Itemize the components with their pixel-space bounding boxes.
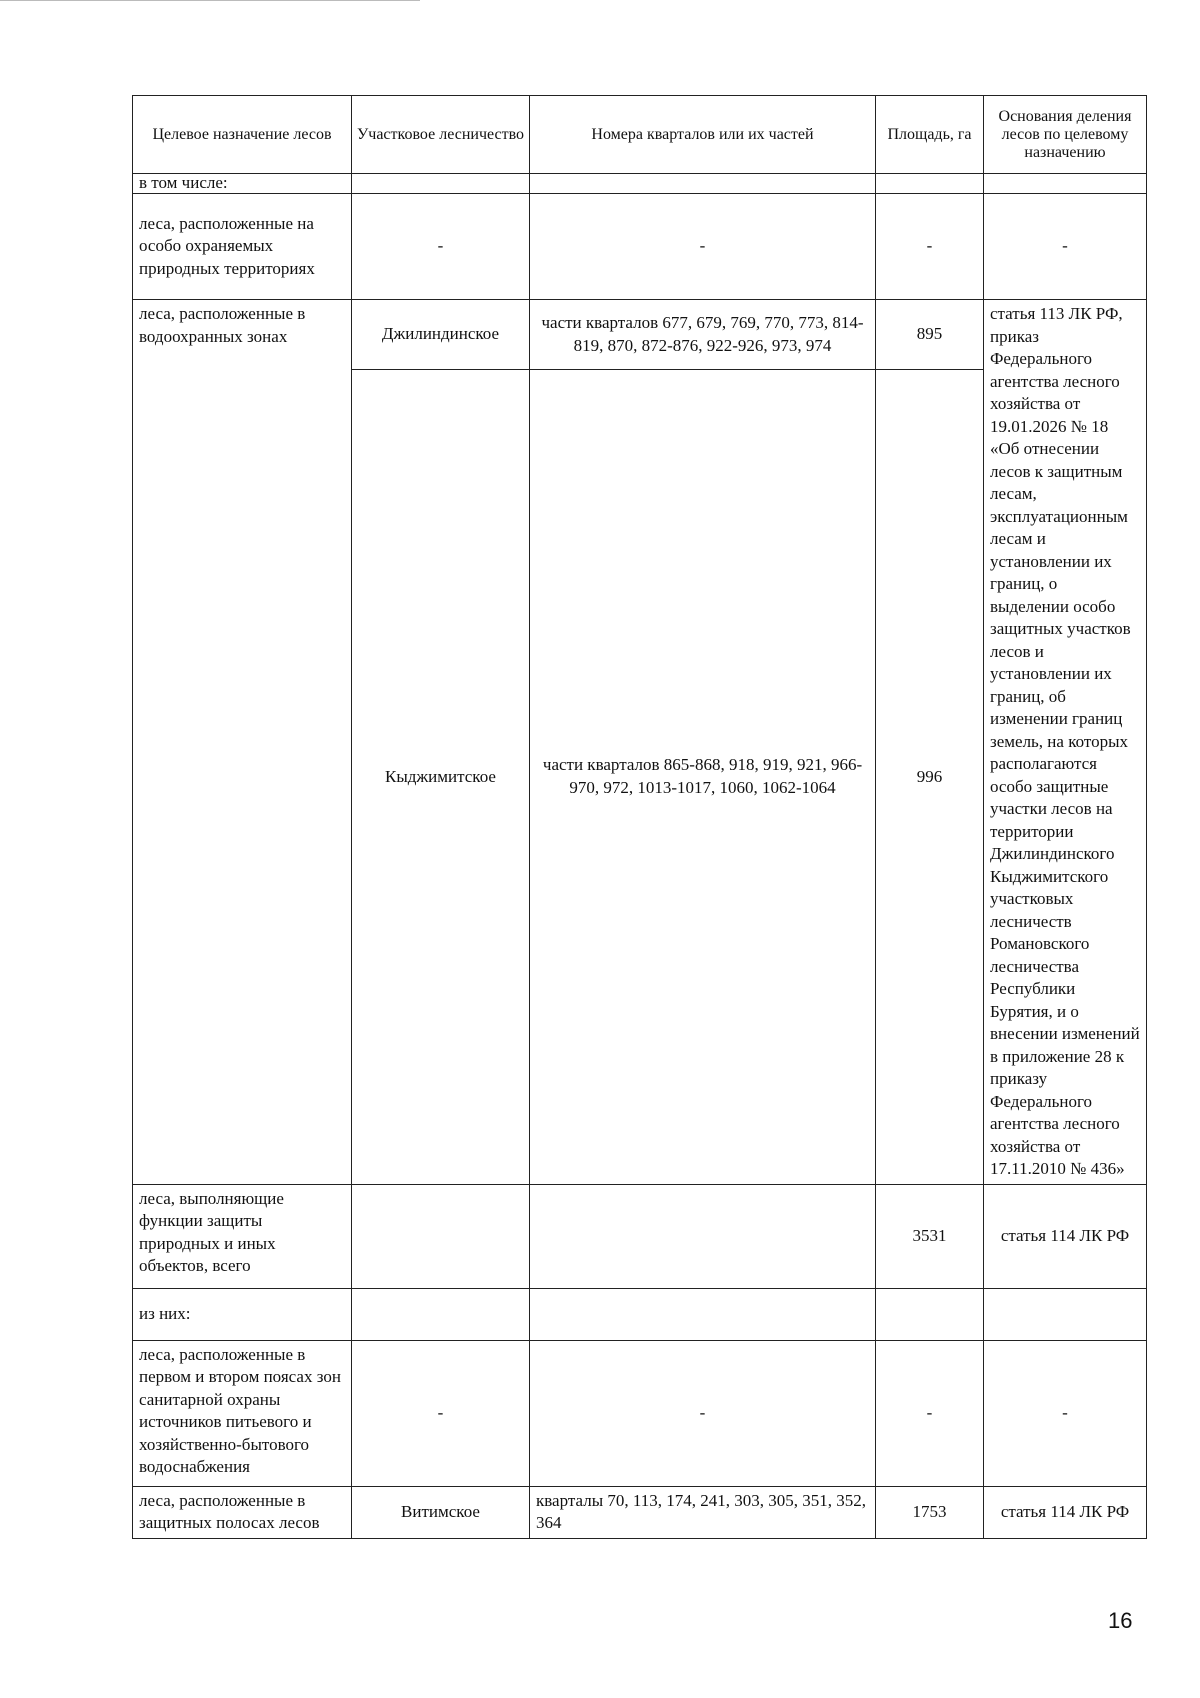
table-row <box>133 194 1147 300</box>
water-zones-basis: статья 113 ЛК РФ, приказ Федерального агентства лесного хозяйства от 19.01.2026 № 18 «Об отнесении лесов к защитным лесам, эксплуатационным лесам и установлении их границ, о выделении особо защитных участков лесов и установлении их границ, об изменении границ земель, на которых располагаются особо защитные участки лесов на территории Джилиндинского Кыджимитского участковых лесничеств Романовского лесничества Республики Бурятия, и о внесении изменений в приложение 28 к приказу Федерального агентства лесного хозяйства от 17.11.2010 № 436» <box>984 300 1147 1185</box>
protection-functions-basis: статья 114 ЛК РФ <box>984 1184 1147 1288</box>
water-zones-forestry-1: Джилиндинское <box>352 300 530 370</box>
sanitary-quarters: - <box>530 1340 876 1486</box>
of-them-label: из них: <box>133 1288 352 1340</box>
empty-cell <box>984 1288 1147 1340</box>
including-label: в том числе: <box>133 174 352 194</box>
empty-cell <box>352 1288 530 1340</box>
empty-cell <box>530 1184 876 1288</box>
header-purpose: Целевое назначение лесов <box>133 96 352 174</box>
empty-cell <box>352 174 530 194</box>
water-zones-area-1: 895 <box>876 300 984 370</box>
protection-functions-purpose: леса, выполняющие функции защиты природных и иных объектов, всего <box>133 1184 352 1288</box>
water-zones-quarters-1: части кварталов 677, 679, 769, 770, 773, 814-819, 870, 872-876, 922-926, 973, 974 <box>530 300 876 370</box>
table-row <box>133 300 1147 370</box>
water-zones-forestry-2: Кыджимитское <box>352 370 530 1184</box>
page-number: 16 <box>1108 1608 1133 1633</box>
forest-purpose-table <box>132 95 1147 1539</box>
table-header-row <box>133 96 1147 174</box>
protective-strips-basis: статья 114 ЛК РФ <box>984 1486 1147 1538</box>
protective-strips-forestry: Витимское <box>352 1486 530 1538</box>
header-forestry: Участковое лесничество <box>352 96 530 174</box>
protected-areas-purpose: леса, расположенные на особо охраняемых природных территориях <box>133 194 352 300</box>
header-area: Площадь, га <box>876 96 984 174</box>
water-zones-quarters-2: части кварталов 865-868, 918, 919, 921, 966-970, 972, 1013-1017, 1060, 1062-1064 <box>530 370 876 1184</box>
empty-cell <box>876 174 984 194</box>
empty-cell <box>984 174 1147 194</box>
empty-cell <box>530 174 876 194</box>
protected-areas-quarters: - <box>530 194 876 300</box>
protective-strips-purpose: леса, расположенные в защитных полосах лесов <box>133 1486 352 1538</box>
protective-strips-quarters: кварталы 70, 113, 174, 241, 303, 305, 351, 352, 364 <box>530 1486 876 1538</box>
water-zones-purpose: леса, расположенные в водоохранных зонах <box>133 300 352 1185</box>
sanitary-forestry: - <box>352 1340 530 1486</box>
protected-areas-basis: - <box>984 194 1147 300</box>
empty-cell <box>876 1288 984 1340</box>
sanitary-purpose: леса, расположенные в первом и втором поясах зон санитарной охраны источников питьевого и хозяйственно-бытового водоснабжения <box>133 1340 352 1486</box>
empty-cell <box>530 1288 876 1340</box>
empty-cell <box>352 1184 530 1288</box>
scan-edge-line <box>0 0 420 1</box>
header-quarters: Номера кварталов или их частей <box>530 96 876 174</box>
table-row <box>133 174 1147 194</box>
table-row <box>133 1340 1147 1486</box>
protective-strips-area: 1753 <box>876 1486 984 1538</box>
protected-areas-forestry: - <box>352 194 530 300</box>
water-zones-area-2: 996 <box>876 370 984 1184</box>
header-basis: Основания деления лесов по целевому назначению <box>984 96 1147 174</box>
sanitary-basis: - <box>984 1340 1147 1486</box>
table-row <box>133 1288 1147 1340</box>
table-row <box>133 1184 1147 1288</box>
sanitary-area: - <box>876 1340 984 1486</box>
protection-functions-area: 3531 <box>876 1184 984 1288</box>
table-row <box>133 1486 1147 1538</box>
protected-areas-area: - <box>876 194 984 300</box>
